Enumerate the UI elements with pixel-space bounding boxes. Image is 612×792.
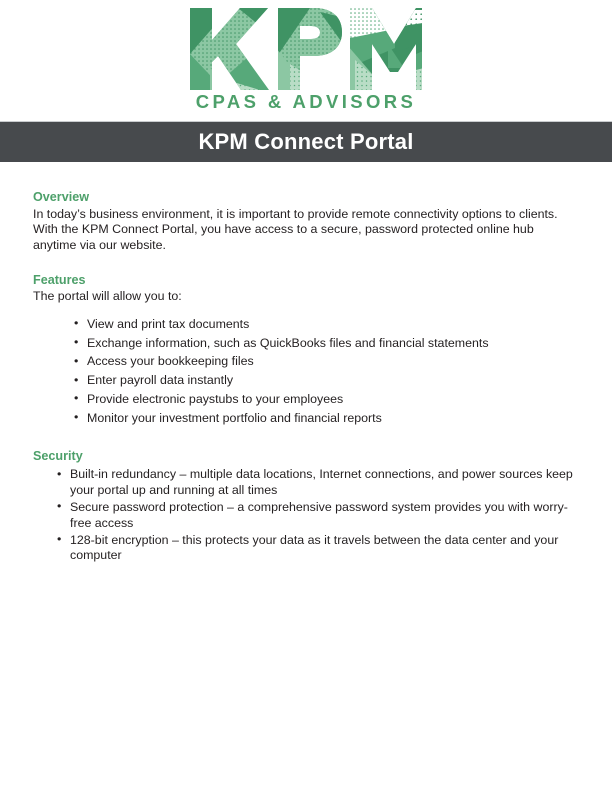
- logo-letter-m: [348, 8, 422, 90]
- page-title-banner: [0, 121, 612, 162]
- security-heading: Security: [33, 448, 83, 463]
- list-item: • Monitor your investment portfolio and financial reports: [74, 411, 574, 427]
- spacer: [33, 254, 579, 273]
- list-item: • Secure password protection – a comprehensive password system provides you with worry-free access: [57, 500, 579, 531]
- overview-heading: Overview: [33, 190, 90, 204]
- logo-letter-p: [276, 8, 346, 90]
- spacer: [33, 305, 579, 317]
- company-logo: [0, 0, 612, 113]
- list-item: • Provide electronic paystubs to your employees: [74, 392, 574, 408]
- features-intro: The portal will allow you to:: [33, 289, 182, 304]
- features-list: [74, 317, 574, 427]
- section-overview: [33, 190, 579, 254]
- list-item: • 128-bit encryption – this protects your data as it travels between the data center and your computer: [57, 533, 579, 564]
- logo-letter-k: [190, 8, 270, 90]
- list-item: • Built-in redundancy – multiple data locations, Internet connections, and power sources keep your portal up and running at all times: [57, 467, 579, 498]
- section-features: [33, 273, 579, 427]
- section-security: [33, 449, 579, 564]
- features-heading: Features: [33, 272, 86, 287]
- logo-tagline: CPAS & ADVISORS: [195, 91, 417, 112]
- kpm-logo-mark: [190, 8, 422, 90]
- page-title: KPM Connect Portal: [198, 129, 414, 154]
- list-item: • View and print tax documents: [74, 317, 574, 333]
- document-body: [33, 190, 579, 565]
- list-item: • Enter payroll data instantly: [74, 373, 574, 389]
- spacer: [33, 430, 579, 449]
- security-list: [57, 467, 579, 564]
- list-item: • Access your bookkeeping files: [74, 354, 574, 370]
- list-item: • Exchange information, such as QuickBooks files and financial statements: [74, 336, 574, 352]
- overview-paragraph: In today’s business environment, it is important to provide remote connectivity options to clients. With the KPM Connect Portal, you have access to a secure, password protected online hub anytime via our website.: [33, 206, 558, 252]
